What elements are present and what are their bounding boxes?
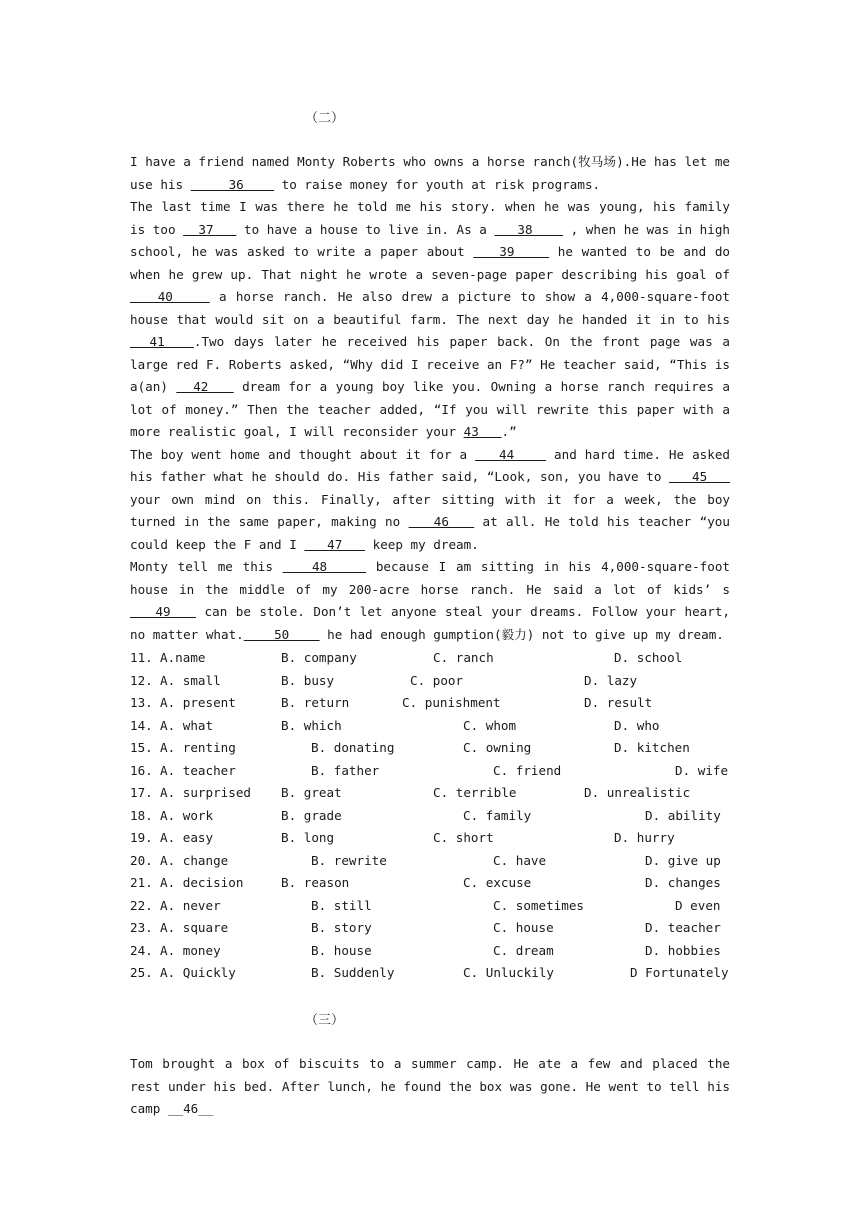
blank-49[interactable]: 49 [130,604,197,619]
option-row-16: 16. A. teacher B. father C. friend D. wife [130,760,740,783]
blank-43[interactable]: 43 [463,424,502,439]
paragraph-1: I have a friend named Monty Roberts who owns a horse ranch(牧马场).He has let me use his 36 to raise money for youth at risk programs. [130,154,730,192]
option-b[interactable]: B. great [281,785,342,800]
blank-48[interactable]: 48 [282,559,367,574]
option-b[interactable]: B. rewrite [311,852,387,868]
option-b[interactable]: B. still [311,897,372,913]
blank-39[interactable]: 39 [473,244,550,259]
option-d[interactable]: D. ability [645,807,721,823]
option-a[interactable]: A. decision [160,875,244,890]
option-a[interactable]: A. teacher [160,762,236,778]
option-c[interactable]: C. family [463,807,532,823]
option-c[interactable]: C. poor [410,672,464,688]
section-title-three: （三） [305,1013,345,1028]
option-c[interactable]: C. excuse [463,875,532,890]
option-a[interactable]: A. small [160,672,221,688]
option-d[interactable]: D. hurry [614,830,675,845]
option-c[interactable]: C. punishment [402,695,501,710]
paragraph-1: Tom brought a box of biscuits to a summer camp. He ate a few and placed the rest under his bed. After lunch, he found the box was gone. He went to tell his camp __46__ [130,1056,730,1116]
option-b[interactable]: B. father [311,762,380,778]
paragraph-4: Monty tell me this 48 because I am sitting in his 4,000-square-foot house in the middle of my 200-acre horse ranch. He said a lot of kids’ s 49 can be stole. Don’t let anyone steal your dreams. Follow your heart, no matter what. 50 he had enough gumption(毅力) not to give up my dream. [130,559,730,642]
blank-45[interactable]: 45 [669,469,730,484]
option-a[interactable]: A. easy [160,830,214,845]
option-a[interactable]: A. what [160,717,214,733]
blank-41[interactable]: 41 [130,334,194,349]
option-d[interactable]: D. wife [675,762,729,778]
option-row-22: 22. A. never B. still C. sometimes D even [130,895,740,918]
paragraph-3: The boy went home and thought about it for a 44 and hard time. He asked his father what he should do. His father said, “Look, son, you have to 45 your own mind on this. Finally, after sitting with it for a week, the boy turned in the same paper, making no 46 at all. He told his teacher “you could keep the F and I 47 keep my dream. [130,446,730,552]
blank-42[interactable]: 42 [176,379,234,394]
option-d[interactable]: D even [675,897,721,913]
option-row-20: 20. A. change B. rewrite C. have D. give up [130,850,740,873]
option-b[interactable]: B. house [311,942,372,958]
blank-37[interactable]: 37 [183,221,237,237]
blank-47[interactable]: 47 [304,536,366,552]
option-a[interactable]: A. money [160,942,221,958]
option-d[interactable]: D. lazy [584,672,638,688]
option-d[interactable]: D Fortunately [630,965,729,980]
section-title-two: （二） [305,111,345,126]
option-c[interactable]: C. sometimes [493,897,584,913]
option-c[interactable]: C. terrible [433,785,517,800]
option-c[interactable]: C. house [493,920,554,935]
option-c[interactable]: C. friend [493,762,562,778]
option-row-13: 13. A. present B. return C. punishment D. result [130,692,740,715]
passage-three [130,1053,730,1121]
option-d[interactable]: D. give up [645,852,721,868]
option-row-14: 14. A. what B. which C. whom D. who [130,715,740,738]
option-b[interactable]: B. return [281,695,350,710]
option-c[interactable]: C. have [493,852,547,868]
option-d[interactable]: D. school [614,650,683,665]
option-d[interactable]: D. who [614,717,660,733]
option-d[interactable]: D. teacher [645,920,721,935]
blank-36[interactable]: 36 [190,176,275,192]
blank-38[interactable]: 38 [494,221,563,237]
blank-50[interactable]: 50 [243,626,320,642]
option-a[interactable]: A. square [160,920,229,935]
option-a[interactable]: A. work [160,807,214,823]
option-row-19: 19. A. easy B. long C. short D. hurry [130,827,740,850]
option-row-12: 12. A. small B. busy C. poor D. lazy [130,670,740,693]
option-c[interactable]: C. dream [493,942,554,958]
option-b[interactable]: B. company [281,650,357,665]
option-c[interactable]: C. short [433,830,494,845]
option-b[interactable]: B. Suddenly [311,965,395,980]
passage-two [130,151,730,646]
blank-44[interactable]: 44 [475,446,547,462]
option-b[interactable]: B. busy [281,672,335,688]
option-a[interactable]: A.name [160,650,206,665]
option-b[interactable]: B. which [281,717,342,733]
option-row-17: 17. A. surprised B. great C. terrible D. unrealistic [130,782,740,805]
option-a[interactable]: A. surprised [160,785,251,800]
option-a[interactable]: A. never [160,897,221,913]
option-c[interactable]: C. Unluckily [463,965,554,980]
option-row-23: 23. A. square B. story C. house D. teacher [130,917,740,940]
option-a[interactable]: A. change [160,852,229,868]
option-d[interactable]: D. result [584,695,653,710]
option-row-21: 21. A. decision B. reason C. excuse D. changes [130,872,740,895]
option-d[interactable]: D. hobbies [645,942,721,958]
option-c[interactable]: C. whom [463,717,517,733]
option-d[interactable]: D. unrealistic [584,785,691,800]
option-a[interactable]: A. present [160,695,236,710]
option-b[interactable]: B. long [281,830,335,845]
option-a[interactable]: A. renting [160,740,236,755]
option-row-25: 25. A. Quickly B. Suddenly C. Unluckily D Fortunately [130,962,740,985]
option-c[interactable]: C. owning [463,740,532,755]
blank-46-section3[interactable]: __46__ [167,1101,214,1116]
option-c[interactable]: C. ranch [433,650,494,665]
answer-options [130,647,740,985]
blank-46[interactable]: 46 [408,514,475,529]
paragraph-2: The last time I was there he told me his story. when he was young, his family is too 37 to have a house to live in. As a 38 , when he was in high school, he was asked to write a paper about 39 he wanted to be and do when he grew up. That night he wrote a seven-page paper describing his goal of 40 a horse ranch. He also drew a picture to show a 4,000-square-foot house that would sit on a beautiful farm. The next day he handed it in to his 41 .Two days later he received his paper back. On the front page was a large red F. Roberts asked, “Why did I receive an F?” He teacher said, “This is a(an) 42 dream for a young boy like you. Owning a horse ranch requires a lot of money.” Then the teacher added, “If you will rewrite this paper with a more realistic goal, I will reconsider your 43 .” [130,199,731,439]
option-d[interactable]: D. kitchen [614,740,690,755]
option-d[interactable]: D. changes [645,875,721,890]
option-b[interactable]: B. grade [281,807,342,823]
option-row-15: 15. A. renting B. donating C. owning D. kitchen [130,737,740,760]
option-b[interactable]: B. reason [281,875,350,890]
option-row-11: 11. A.name B. company C. ranch D. school [130,647,740,670]
blank-40[interactable]: 40 [130,289,210,304]
option-b[interactable]: B. donating [311,740,395,755]
option-row-18: 18. A. work B. grade C. family D. ability [130,805,740,828]
option-row-24: 24. A. money B. house C. dream D. hobbies [130,940,740,963]
option-b[interactable]: B. story [311,920,372,935]
option-a[interactable]: A. Quickly [160,965,236,980]
